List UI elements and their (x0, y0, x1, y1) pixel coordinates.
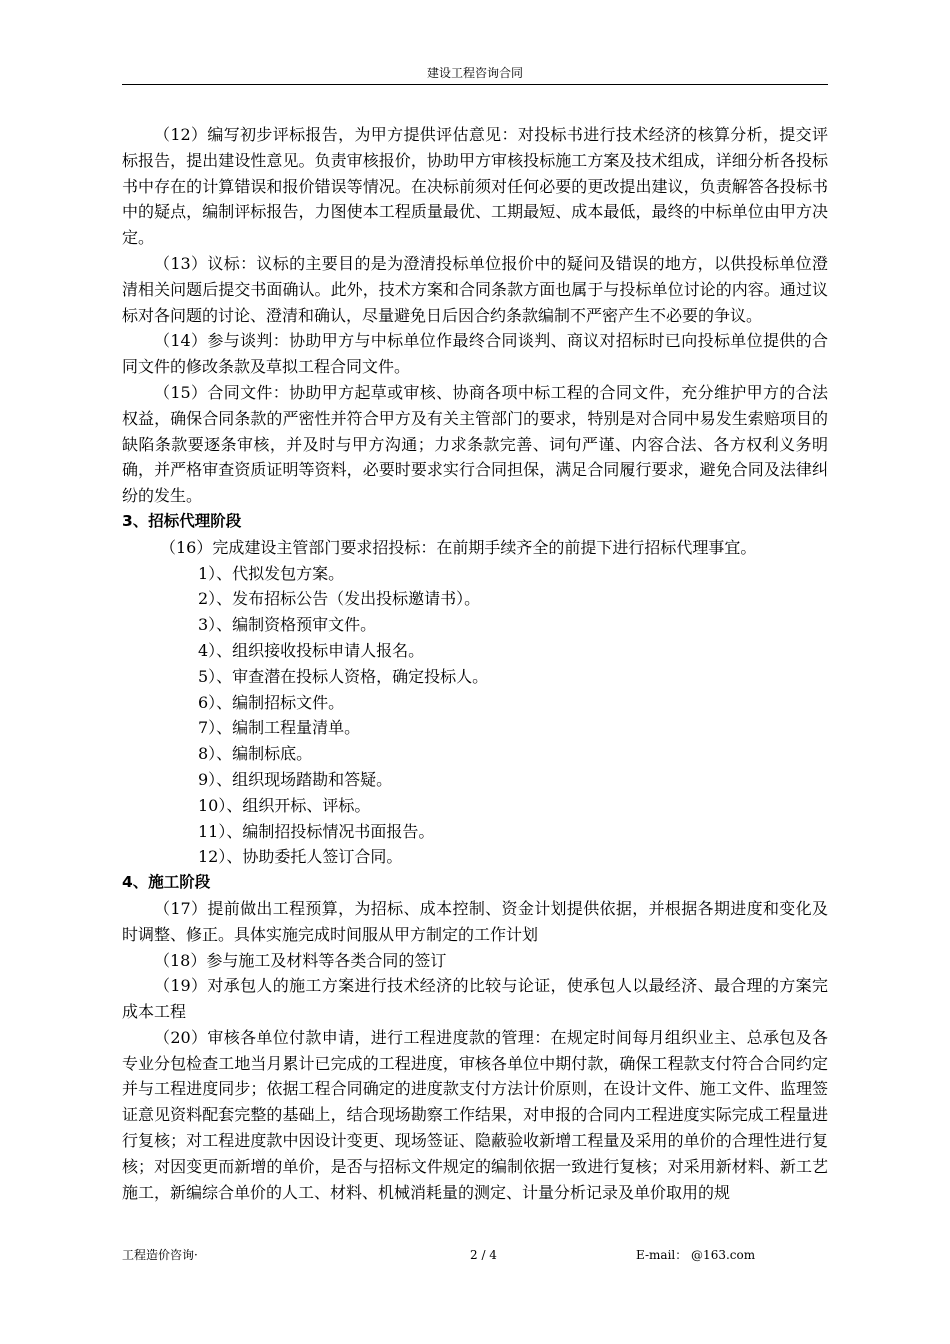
header-rule (122, 84, 828, 85)
list-item: 9）、组织现场踏勘和答疑。 (198, 769, 393, 789)
list-item: 2）、发布招标公告（发出投标邀请书）。 (198, 589, 481, 609)
list-item: 12）、协助委托人签订合同。 (198, 847, 403, 867)
page-number: 2 / 4 (470, 1248, 497, 1262)
list-item: 3）、编制资格预审文件。 (198, 615, 377, 635)
paragraph-17: （17）提前做出工程预算，为招标、成本控制、资金计划提供依据，并根据各期进度和变化及时调整、修正。具体实施完成时间服从甲方制定的工作计划 (122, 898, 828, 944)
paragraph-16: （16）完成建设主管部门要求招投标：在前期手续齐全的前提下进行招标代理事宜。 (160, 537, 757, 557)
paragraph-12: （12）编写初步评标报告，为甲方提供评估意见：对投标书进行技术经济的核算分析，提交评标报告，提出建设性意见。负责审核报价，协助甲方审核投标施工方案及技术组成，详细分析各投标书中存在的计算错误和报价错误等情况。在决标前须对任何必要的更改提出建议，负责解答各投标书中的疑点，编制评标报告，力图使本工程质量最优、工期最短、成本最低，最终的中标单位由甲方决定。 (122, 125, 828, 248)
list-item: 4）、组织接收投标申请人报名。 (198, 640, 425, 660)
list-item: 5）、审查潜在投标人资格，确定投标人。 (198, 666, 489, 686)
footer-email: E-mail： @163.com (636, 1248, 756, 1262)
list-item: 7）、编制工程量清单。 (198, 718, 361, 738)
list-item: 8）、编制标底。 (198, 744, 313, 764)
footer-left-text: 工程造价咨询· (122, 1248, 198, 1262)
section-heading-3: 3、招标代理阶段 (122, 511, 242, 530)
list-item: 11）、编制招投标情况书面报告。 (198, 821, 435, 841)
section-heading-4: 4、施工阶段 (122, 873, 211, 892)
document-body (122, 122, 828, 1205)
paragraph-15: （15）合同文件：协助甲方起草或审核、协商各项中标工程的合同文件，充分维护甲方的合法权益，确保合同条款的严密性并符合甲方及有关主管部门的要求，特别是对合同中易发生索赔项目的缺陷条款要逐条审核，并及时与甲方沟通；力求条款完善、词句严谨、内容合法、各方权利义务明确，并严格审查资质证明等资料，必要时要求实行合同担保，满足合同履行要求，避免合同及法律纠纷的发生。 (122, 382, 828, 506)
paragraph-18: （18）参与施工及材料等各类合同的签订 (154, 950, 447, 970)
page-header-title: 建设工程咨询合同 (426, 66, 523, 80)
list-item: 1）、代拟发包方案。 (198, 563, 345, 583)
list-item: 10）、组织开标、评标。 (198, 795, 371, 815)
paragraph-13: （13）议标：议标的主要目的是为澄清投标单位报价中的疑问及错误的地方，以供投标单位澄清相关问题后提交书面确认。此外，技术方案和合同条款方面也属于与投标单位讨论的内容。通过议标对各问题的讨论、澄清和确认，尽量避免日后因合约条款编制不严密产生不必要的争议。 (122, 253, 828, 325)
paragraph-14: （14）参与谈判：协助甲方与中标单位作最终合同谈判、商议对招标时已向投标单位提供的合同文件的修改条款及草拟工程合同文件。 (122, 331, 828, 377)
list-item: 6）、编制招标文件。 (198, 692, 345, 712)
paragraph-19: （19）对承包人的施工方案进行技术经济的比较与论证，使承包人以最经济、最合理的方案完成本工程 (122, 976, 828, 1022)
paragraph-20: （20）审核各单位付款申请，进行工程进度款的管理：在规定时间每月组织业主、总承包及各专业分包检查工地当月累计已完成的工程进度，审核各单位中期付款，确保工程款支付符合合同约定并与工程进度同步；依据工程合同确定的进度款支付方法计价原则，在设计文件、施工文件、监理签证意见资料配套完整的基础上，结合现场勘察工作结果，对申报的合同内工程进度实际完成工程量进行复核；对工程进度款中因设计变更、现场签证、隐蔽验收新增工程量及采用的单价的合理性进行复核；对因变更而新增的单价，是否与招标文件规定的编制依据一致进行复核；对采用新材料、新工艺施工，新编综合单价的人工、材料、机械消耗量的测定、计量分析记录及单价取用的规 (122, 1027, 828, 1202)
